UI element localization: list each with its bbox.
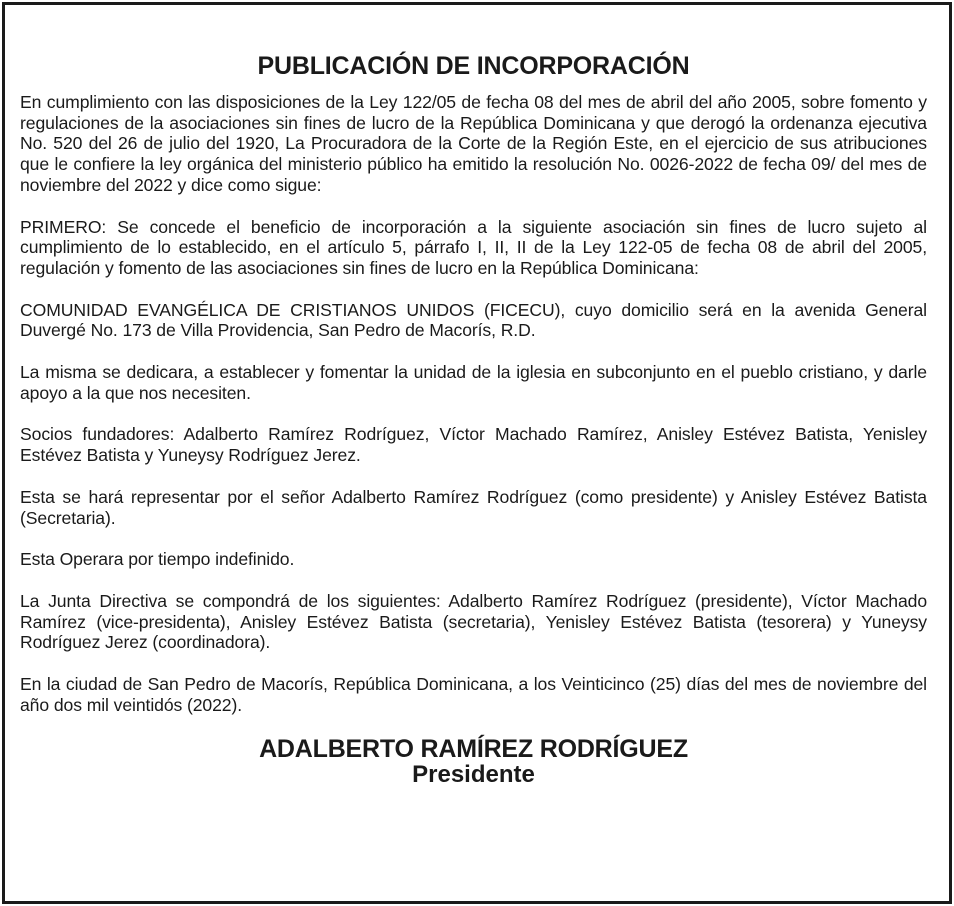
signatory-role: Presidente [412,761,535,789]
paragraph-founders: Socios fundadores: Adalberto Ramírez Rodríguez, Víctor Machado Ramírez, Anisley Estévez Batista, Yenisley Estévez Batista y Yuneysy Rodríguez Jerez. [20,424,927,466]
paragraph-closing: En la ciudad de San Pedro de Macorís, República Dominicana, a los Veinticinco (25) días del mes de noviembre del año dos mil veintidós (2022). [20,674,927,715]
paragraph-preamble: En cumplimiento con las disposiciones de la Ley 122/05 de fecha 08 del mes de abril del año 2005, sobre fomento y regulaciones de la asociaciones sin fines de lucro de la República Dominicana y que derogó la ordenanza ejecutiva No. 520 del 26 de julio del 1920, La Procuradora de la Corte de la Región Este, en el ejercicio de sus atribuciones que le confiere la ley orgánica del ministerio público ha emitido la resolución No. 0026-2022 de fecha 09/ del mes de noviembre del 2022 y dice como sigue: [20,92,927,195]
paragraph-duration: Esta Operara por tiempo indefinido. [20,549,295,570]
signatory-name: ADALBERTO RAMÍREZ RODRÍGUEZ [259,735,688,764]
signature-block [20,736,927,787]
notice-body [20,50,927,787]
paragraph-association: COMUNIDAD EVANGÉLICA DE CRISTIANOS UNIDOS (FICECU), cuyo domicilio será en la avenida General Duvergé No. 173 de Villa Providencia, San Pedro de Macorís, R.D. [20,299,927,341]
paragraph-purpose: La misma se dedicara, a establecer y fomentar la unidad de la iglesia en subconjunto en el pueblo cristiano, y darle apoyo a la que nos necesiten. [20,362,927,403]
notice-title: PUBLICACIÓN DE INCORPORACIÓN [257,52,690,80]
paragraph-board: La Junta Directiva se compondrá de los siguientes: Adalberto Ramírez Rodríguez (presidente), Víctor Machado Ramírez (vice-presidenta), Anisley Estévez Batista (secretaria), Yenisley Estévez Batista (tesorera) y Yuneysy Rodríguez Jerez (coordinadora). [20,590,927,653]
paragraph-primero: PRIMERO: Se concede el beneficio de incorporación a la siguiente asociación sin fines de lucro sujeto al cumplimiento de lo establecido, en el artículo 5, párrafo I, II, II de la Ley 122-05 de fecha 08 de abril del 2005, regulación y fomento de las asociaciones sin fines de lucro en la República Dominicana: [20,216,927,278]
paragraph-representation: Esta se hará representar por el señor Adalberto Ramírez Rodríguez (como presidente) y Anisley Estévez Batista (Secretaria). [20,486,927,528]
